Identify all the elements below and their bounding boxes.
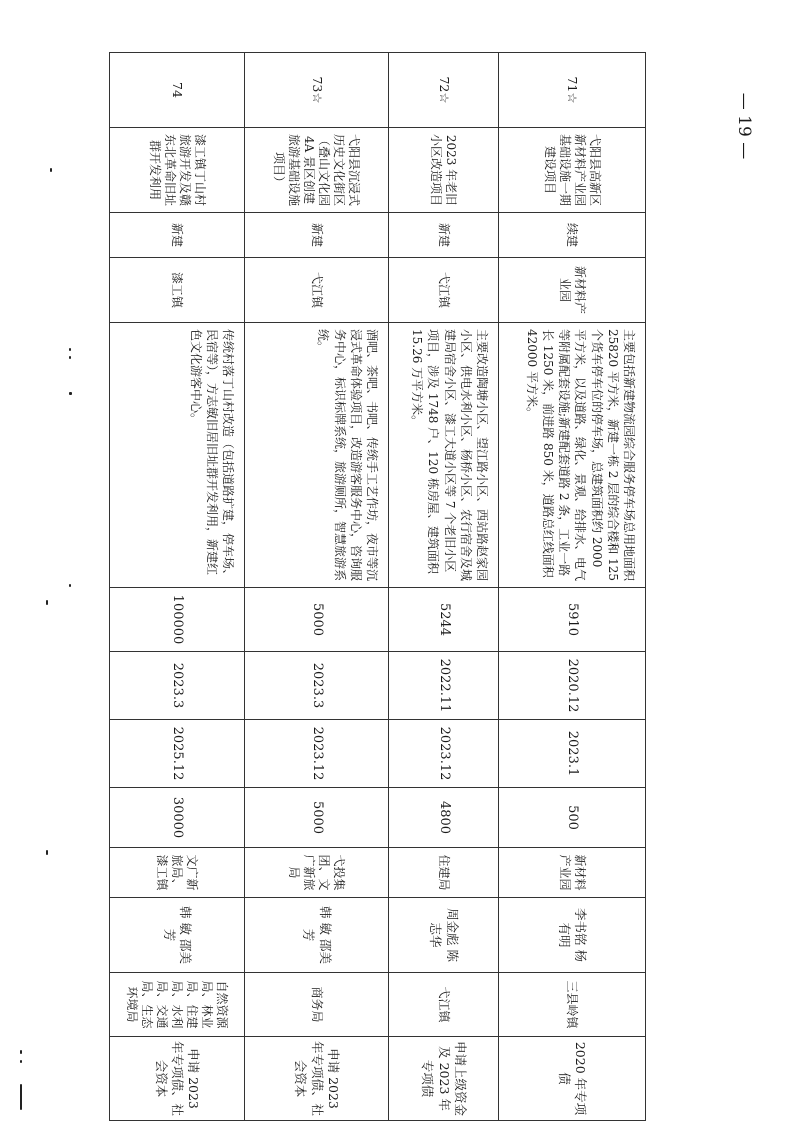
cell-annual-investment: 4800 xyxy=(389,788,499,848)
cell-content: 酒吧、茶吧、书吧、传统手工艺作坊，夜市等沉浸式革命体验项目，改造游客服务中心，咨询服务中心，标识标牌系统，旅游厕所，智慧旅游系统。 xyxy=(245,323,389,588)
table-row xyxy=(499,53,646,1121)
cell-project-name: 弋阳县高新区新材料产业园基础设施一期建设项目 xyxy=(499,128,646,213)
cell-construction-type: 新建 xyxy=(110,213,245,258)
scan-mark xyxy=(69,392,72,395)
cell-index: 73☆ xyxy=(245,53,389,128)
table-row xyxy=(110,53,245,1121)
cell-location: 弋江镇 xyxy=(245,258,389,323)
cell-start-date: 2023.3 xyxy=(110,652,245,720)
cell-coordinating-unit: 商务局 xyxy=(245,973,389,1037)
scan-mark xyxy=(46,850,48,855)
cell-annual-investment: 500 xyxy=(499,788,646,848)
scan-mark xyxy=(69,348,71,351)
cell-total-investment: 100000 xyxy=(110,588,245,652)
project-table-rotated xyxy=(110,52,646,1117)
cell-construction-type: 新建 xyxy=(245,213,389,258)
scan-mark xyxy=(20,1060,22,1063)
cell-end-date: 2023.12 xyxy=(245,720,389,788)
cell-index: 72☆ xyxy=(389,53,499,128)
scan-mark xyxy=(46,600,48,605)
table-row xyxy=(389,53,499,1121)
cell-project-name: 弋阳县沉浸式历史文化街区（叠山文化园 4A 景区创建旅游基础设施项目） xyxy=(245,128,389,213)
cell-coordinating-unit: 三县岭镇 xyxy=(499,973,646,1037)
cell-responsible-unit: 文广新旅局、漆工镇 xyxy=(110,848,245,898)
cell-project-name: 2023 年老旧小区改造项目 xyxy=(389,128,499,213)
cell-location: 弋江镇 xyxy=(389,258,499,323)
cell-total-investment: 5244 xyxy=(389,588,499,652)
cell-start-date: 2020.12 xyxy=(499,652,646,720)
scan-mark xyxy=(20,1050,22,1054)
cell-coordinating-unit: 弋江镇 xyxy=(389,973,499,1037)
cell-leaders: 周金彪 陈志华 xyxy=(389,898,499,973)
cell-responsible-unit: 新材料产业园 xyxy=(499,848,646,898)
scan-mark xyxy=(69,584,71,587)
scan-mark xyxy=(50,168,52,172)
cell-end-date: 2025.12 xyxy=(110,720,245,788)
cell-funding-source: 申请 2023 年专项债、社会资本 xyxy=(110,1037,245,1121)
cell-funding-source: 2020 年专项债 xyxy=(499,1037,646,1121)
scan-mark xyxy=(20,1084,22,1110)
cell-funding-source: 申请 2023 年专项债、社会资本 xyxy=(245,1037,389,1121)
cell-project-name: 漆工镇丁山村旅游开发及赣东北革命旧址群开发利用 xyxy=(110,128,245,213)
cell-leaders: 韩 敏 邵美芳 xyxy=(245,898,389,973)
project-table-container xyxy=(110,52,646,1117)
cell-construction-type: 新建 xyxy=(389,213,499,258)
page-number-text: — 19 — xyxy=(734,92,755,160)
cell-start-date: 2022.11 xyxy=(389,652,499,720)
cell-annual-investment: 5000 xyxy=(245,788,389,848)
cell-total-investment: 5000 xyxy=(245,588,389,652)
cell-end-date: 2023.12 xyxy=(389,720,499,788)
cell-content: 主要改造陶塘小区、望江路小区、西站路赵家园小区、供电水利小区、杨桥小区、农行宿舍及城建局宿舍小区、漆工大道小区等 7 个老旧小区项目，涉及 1748 户、120 栋房屋、建筑面积 15.26 万平方米。 xyxy=(389,323,499,588)
table-row xyxy=(245,53,389,1121)
cell-index: 74 xyxy=(110,53,245,128)
cell-construction-type: 续建 xyxy=(499,213,646,258)
cell-end-date: 2023.1 xyxy=(499,720,646,788)
cell-start-date: 2023.3 xyxy=(245,652,389,720)
cell-index: 71☆ xyxy=(499,53,646,128)
cell-coordinating-unit: 自然资源局、林业局、住建局、水利局、交通局、生态环境局 xyxy=(110,973,245,1037)
cell-total-investment: 5910 xyxy=(499,588,646,652)
cell-leaders: 李书铭 杨有明 xyxy=(499,898,646,973)
cell-responsible-unit: 住建局 xyxy=(389,848,499,898)
cell-content: 传统村落丁山村改造（包括道路扩建，停车场、民宿等），方志敏旧居旧址群开发利用，新建红色文化游客中心。 xyxy=(110,323,245,588)
cell-funding-source: 申请上级资金及 2023 年专项债 xyxy=(389,1037,499,1121)
cell-content: 主要包括新建物流园综合服务停车场总用地面积 25820 平方米，新建一栋 2 层的综合楼和 125 个货车停车位的停车场，总建筑面积约 2000 平方米，以及道路、绿化、景观、给排水、电气等附属配套设施;新建配套道路 2 条，工业一路长 1250 米，前进路 850 米，道路总红线面积 42000 平方米。 xyxy=(499,323,646,588)
cell-location: 漆工镇 xyxy=(110,258,245,323)
page-number xyxy=(724,92,764,160)
project-table xyxy=(109,52,646,1121)
cell-responsible-unit: 弋投集团、文广新旅局 xyxy=(245,848,389,898)
cell-leaders: 韩 敏 邵美芳 xyxy=(110,898,245,973)
cell-annual-investment: 30000 xyxy=(110,788,245,848)
cell-location: 新材料产业园 xyxy=(499,258,646,323)
scan-mark xyxy=(69,356,71,359)
